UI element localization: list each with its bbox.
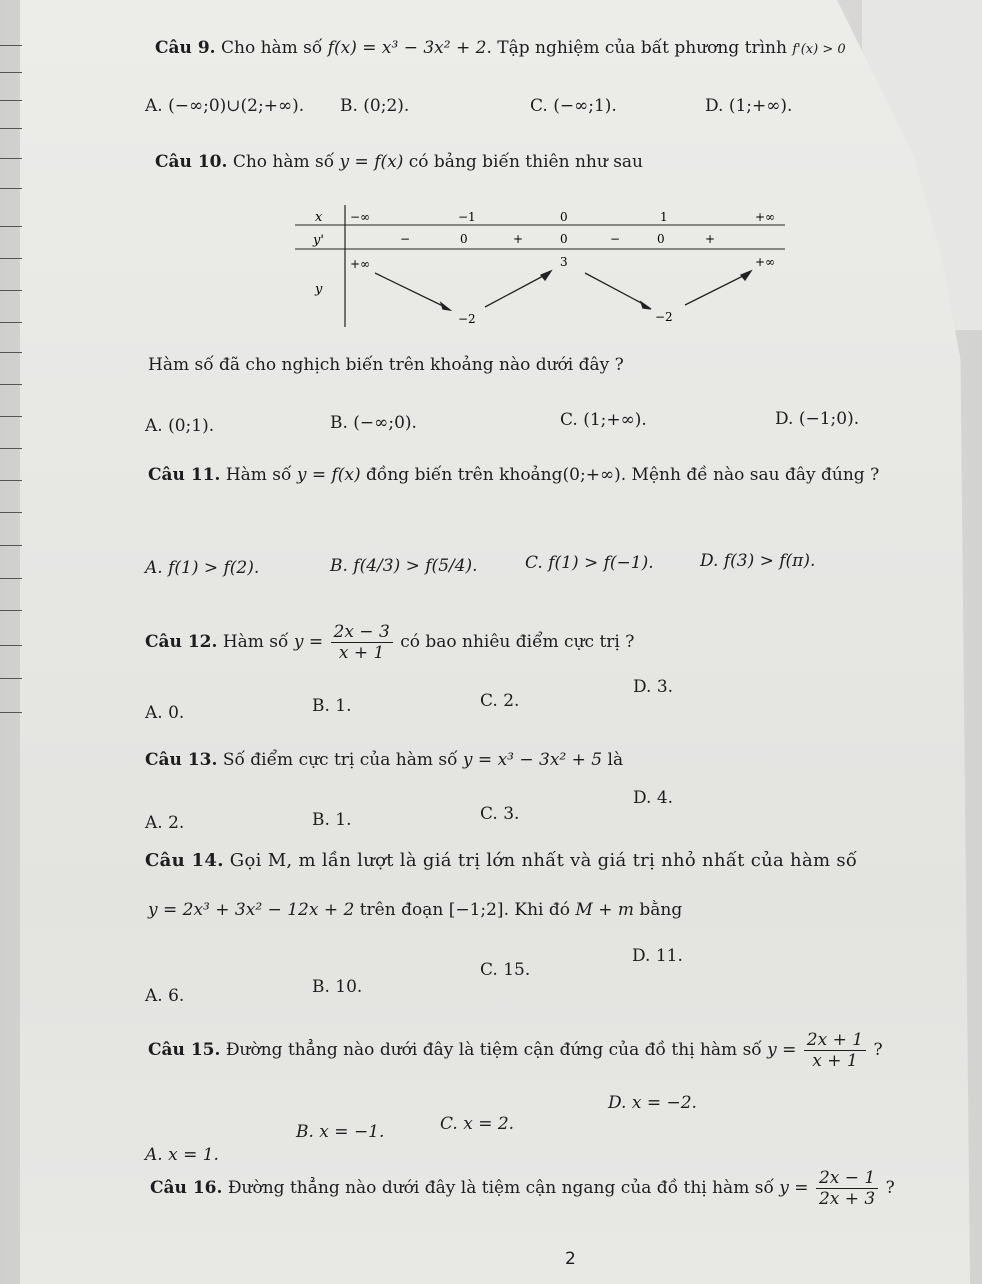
q14-option-a[interactable]: A. 6.: [145, 986, 185, 1006]
question-11-label: Câu 11.: [148, 465, 221, 485]
q15-option-d[interactable]: D. x = −2.: [608, 1093, 697, 1113]
q11-option-b[interactable]: B. f(4/3) > f(5/4).: [330, 556, 478, 576]
sign-3: +: [513, 232, 524, 246]
question-14-text3: . Khi đó: [503, 900, 570, 920]
question-13-text: Số điểm cực trị của hàm số: [222, 750, 458, 770]
question-10: [155, 152, 643, 172]
q14-option-d[interactable]: D. 11.: [632, 946, 683, 966]
question-15-text: Đường thẳng nào dưới đây là tiệm cận đứng của đồ thị hàm số: [225, 1040, 762, 1060]
question-12-lhs: y =: [293, 632, 324, 652]
q13-option-d[interactable]: D. 4.: [633, 788, 674, 808]
sign-5: −: [610, 232, 621, 246]
question-10-prompt: Hàm số đã cho nghịch biến trên khoảng nào dưới đây ?: [148, 355, 624, 375]
arrow-decrease-2: [585, 273, 645, 305]
question-14-text: Gọi M, m lần lượt là giá trị lớn nhất và giá trị nhỏ nhất của hàm số: [229, 850, 858, 871]
question-14-line2: [148, 900, 682, 920]
question-12: [145, 622, 634, 663]
question-10-label: Câu 10.: [155, 152, 228, 172]
y-value-1: +∞: [350, 257, 371, 271]
y-value-5: +∞: [755, 255, 776, 269]
q12-option-b[interactable]: B. 1.: [312, 696, 352, 716]
question-15-label: Câu 15.: [148, 1040, 221, 1060]
q9-option-b[interactable]: B. (0;2).: [340, 96, 410, 116]
q10-option-b[interactable]: B. (−∞;0).: [330, 413, 417, 433]
question-9-inequality: f'(x) > 0: [792, 42, 846, 57]
q11-option-c[interactable]: C. f(1) > f(−1).: [525, 553, 654, 573]
q9-option-c[interactable]: C. (−∞;1).: [530, 96, 617, 116]
q10-option-d[interactable]: D. (−1;0).: [775, 409, 860, 429]
question-14-expr: M + m: [575, 900, 634, 920]
question-16: [150, 1168, 895, 1209]
question-16-fraction: [816, 1168, 878, 1209]
arrowhead-2: [541, 271, 551, 280]
q12-option-a[interactable]: A. 0.: [145, 703, 185, 723]
question-11: [148, 465, 879, 485]
question-11-text2: đồng biến trên khoảng: [366, 465, 563, 485]
question-12-text: Hàm số: [222, 632, 289, 652]
q13-option-b[interactable]: B. 1.: [312, 810, 352, 830]
arrow-increase-2: [685, 275, 745, 305]
notebook-edge-lines: [0, 0, 20, 760]
arrowhead-1: [441, 303, 450, 310]
fraction-denominator: x + 1: [812, 1051, 858, 1071]
question-9-label: Câu 9.: [155, 38, 216, 58]
sign-6: 0: [657, 232, 665, 246]
question-9-text: Cho hàm số: [220, 38, 323, 58]
question-9-function: f(x) = x³ − 3x² + 2: [327, 38, 487, 58]
question-13-text2: là: [607, 750, 624, 770]
arrowhead-4: [741, 271, 751, 280]
q10-option-c[interactable]: C. (1;+∞).: [560, 410, 647, 430]
q9-option-d[interactable]: D. (1;+∞).: [705, 96, 793, 116]
x-value-5: +∞: [755, 210, 776, 224]
question-16-tail: ?: [885, 1178, 895, 1198]
arrow-increase-1: [485, 275, 545, 307]
question-16-lhs: y =: [779, 1178, 809, 1198]
question-14: [145, 850, 857, 871]
q15-option-a[interactable]: A. x = 1.: [145, 1145, 219, 1165]
question-16-label: Câu 16.: [150, 1178, 223, 1198]
question-10-text: Cho hàm số: [232, 152, 335, 172]
fraction-denominator: 2x + 3: [818, 1189, 876, 1209]
q15-option-b[interactable]: B. x = −1.: [296, 1122, 385, 1142]
q10-option-a[interactable]: A. (0;1).: [145, 416, 215, 436]
fraction-numerator: 2x − 3: [331, 622, 393, 643]
variation-table: [295, 205, 795, 330]
row-yprime-label: y': [313, 233, 324, 248]
q14-option-c[interactable]: C. 15.: [480, 960, 531, 980]
q13-option-a[interactable]: A. 2.: [145, 813, 185, 833]
x-value-2: −1: [458, 210, 476, 224]
y-value-3: 3: [560, 255, 568, 269]
x-value-4: 1: [660, 210, 668, 224]
fraction-denominator: x + 1: [338, 643, 385, 663]
question-14-function: y = 2x³ + 3x² − 12x + 2: [148, 900, 355, 920]
question-11-function: y = f(x): [296, 465, 361, 485]
question-9: [155, 38, 846, 58]
q9-option-a[interactable]: A. (−∞;0)∪(2;+∞).: [145, 96, 305, 116]
fraction-numerator: 2x − 1: [816, 1168, 878, 1189]
q15-option-c[interactable]: C. x = 2.: [440, 1114, 515, 1134]
arrow-decrease-1: [375, 273, 445, 307]
fraction-numerator: 2x + 1: [804, 1030, 866, 1051]
question-15-fraction: [804, 1030, 866, 1071]
question-15-lhs: y =: [767, 1040, 797, 1060]
question-10-function: y = f(x): [339, 152, 404, 172]
sign-2: 0: [460, 232, 468, 246]
question-12-fraction: [331, 622, 393, 663]
row-x-label: x: [315, 210, 323, 225]
sign-7: +: [705, 232, 716, 246]
question-11-interval: (0;+∞): [562, 465, 621, 485]
page-number: 2: [565, 1249, 576, 1269]
question-10-text2: có bảng biến thiên như sau: [408, 152, 643, 172]
question-9-text2: . Tập nghiệm của bất phương trình: [486, 38, 787, 58]
sign-1: −: [400, 232, 411, 246]
question-15-tail: ?: [873, 1040, 883, 1060]
row-y-label: y: [315, 282, 323, 297]
q14-option-b[interactable]: B. 10.: [312, 977, 363, 997]
q13-option-c[interactable]: C. 3.: [480, 804, 520, 824]
q12-option-d[interactable]: D. 3.: [633, 677, 674, 697]
question-14-text2: trên đoạn: [359, 900, 444, 920]
sign-4: 0: [560, 232, 568, 246]
question-11-text3: . Mệnh đề nào sau đây đúng ?: [620, 465, 880, 485]
q11-option-a[interactable]: A. f(1) > f(2).: [145, 558, 260, 578]
question-13-function: y = x³ − 3x² + 5: [462, 750, 603, 770]
arrowhead-3: [641, 302, 651, 309]
question-14-label: Câu 14.: [145, 850, 224, 871]
q12-option-c[interactable]: C. 2.: [480, 691, 520, 711]
q11-option-d[interactable]: D. f(3) > f(π).: [700, 551, 816, 571]
question-11-text: Hàm số: [225, 465, 292, 485]
question-16-text: Đường thẳng nào dưới đây là tiệm cận ngang của đồ thị hàm số: [227, 1178, 774, 1198]
question-15: [148, 1030, 883, 1071]
question-12-label: Câu 12.: [145, 632, 218, 652]
question-13-label: Câu 13.: [145, 750, 218, 770]
x-value-1: −∞: [350, 210, 371, 224]
question-14-interval: [−1;2]: [448, 900, 504, 920]
question-12-text2: có bao nhiêu điểm cực trị ?: [400, 632, 635, 652]
y-value-4: −2: [655, 310, 673, 324]
x-value-3: 0: [560, 210, 568, 224]
question-14-text4: bằng: [639, 900, 683, 920]
y-value-2: −2: [458, 312, 476, 326]
question-13: [145, 750, 623, 770]
